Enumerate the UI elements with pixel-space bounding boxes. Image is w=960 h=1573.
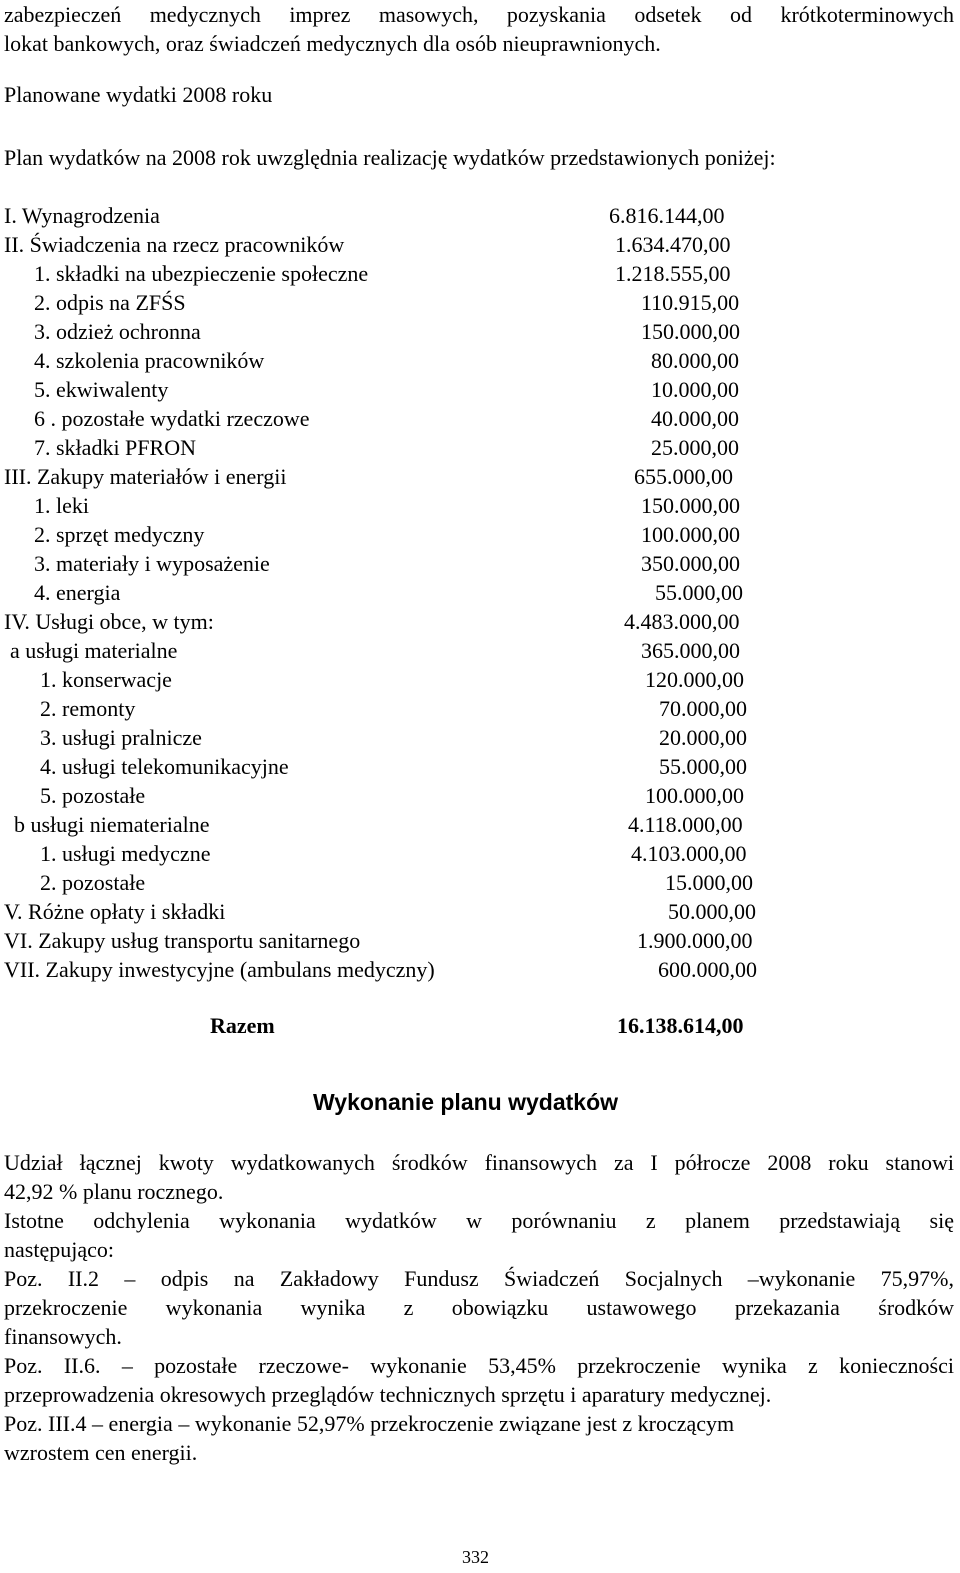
expense-item-label: a usługi materialne — [10, 638, 178, 663]
expense-item-amount: 365.000,00 — [641, 638, 740, 663]
expense-item-label: b usługi niematerialne — [14, 812, 210, 837]
expense-item-amount: 1.634.470,00 — [615, 232, 731, 257]
execution-line: Udział łącznej kwoty wydatkowanych środków finansowych za I półrocze 2008 roku stanowi — [4, 1150, 954, 1175]
expense-item-amount: 1.900.000,00 — [637, 928, 753, 953]
expense-item-label: 4. energia — [34, 580, 121, 605]
expense-item-amount: 655.000,00 — [634, 464, 733, 489]
expense-item-label: V. Różne opłaty i składki — [4, 899, 226, 924]
expense-item-label: 1. konserwacje — [40, 667, 172, 692]
plan-intro: Plan wydatków na 2008 rok uwzględnia realizację wydatków przedstawionych poniżej: — [4, 145, 776, 170]
expense-item-amount: 100.000,00 — [645, 783, 744, 808]
expense-item-amount: 350.000,00 — [641, 551, 740, 576]
expense-item-amount: 100.000,00 — [641, 522, 740, 547]
expense-item-label: 2. remonty — [40, 696, 136, 721]
intro-line-1: zabezpieczeń medycznych imprez masowych, pozyskania odsetek od krótkoterminowych — [4, 2, 954, 27]
expense-item-label: 2. odpis na ZFŚS — [34, 290, 186, 315]
execution-line: przeprowadzenia okresowych przeglądów technicznych sprzętu i aparatury medycznej. — [4, 1382, 772, 1407]
expense-item-amount: 80.000,00 — [651, 348, 739, 373]
expense-item-label: 5. ekwiwalenty — [34, 377, 169, 402]
execution-line: przekroczenie wykonania wynika z obowiązku ustawowego przekazania środków — [4, 1295, 954, 1320]
expense-item-label: IV. Usługi obce, w tym: — [4, 609, 214, 634]
expense-item-label: VI. Zakupy usług transportu sanitarnego — [4, 928, 361, 953]
expense-item-label: I. Wynagrodzenia — [4, 203, 160, 228]
expense-item-amount: 4.103.000,00 — [631, 841, 747, 866]
total-amount-cell — [617, 1011, 744, 1040]
expense-item-label: III. Zakupy materiałów i energii — [4, 464, 287, 489]
expense-item-label: II. Świadczenia na rzecz pracowników — [4, 232, 345, 257]
expense-item-amount: 10.000,00 — [651, 377, 739, 402]
expense-item-amount: 40.000,00 — [651, 406, 739, 431]
expense-item-amount: 600.000,00 — [658, 957, 757, 982]
expense-item-label: 7. składki PFRON — [34, 435, 196, 460]
expense-item-label: 2. pozostałe — [40, 870, 146, 895]
execution-line: wzrostem cen energii. — [4, 1440, 198, 1465]
expense-item-label: 1. usługi medyczne — [40, 841, 211, 866]
expense-item-label: 1. składki na ubezpieczenie społeczne — [34, 261, 369, 286]
execution-line: Poz. II.6. – pozostałe rzeczowe- wykonanie 53,45% przekroczenie wynika z konieczności — [4, 1353, 954, 1378]
total-amount: 16.138.614,00 — [617, 1013, 744, 1038]
expense-item-amount: 55.000,00 — [655, 580, 743, 605]
expense-item-label: 2. sprzęt medyczny — [34, 522, 205, 547]
expense-item-amount: 20.000,00 — [659, 725, 747, 750]
expense-item-amount: 120.000,00 — [645, 667, 744, 692]
page-number: 332 — [462, 1547, 489, 1567]
execution-line: finansowych. — [4, 1324, 122, 1349]
execution-line: następująco: — [4, 1237, 114, 1262]
execution-heading: Wykonanie planu wydatków — [313, 1089, 619, 1115]
expense-item-label: 1. leki — [34, 493, 89, 518]
expense-item-amount: 4.118.000,00 — [628, 812, 743, 837]
execution-line: 42,92 % planu rocznego. — [4, 1179, 224, 1204]
expense-item-amount: 110.915,00 — [641, 290, 740, 315]
expense-item-label: 4. usługi telekomunikacyjne — [40, 754, 289, 779]
expense-item-amount: 70.000,00 — [659, 696, 747, 721]
expense-item-label: 4. szkolenia pracowników — [34, 348, 265, 373]
expense-item-label: 3. odzież ochronna — [34, 319, 201, 344]
execution-line: Poz. II.2 – odpis na Zakładowy Fundusz Świadczeń Socjalnych –wykonanie 75,97%, — [4, 1266, 954, 1291]
expense-item-label: 6 . pozostałe wydatki rzeczowe — [34, 406, 310, 431]
intro-line-2: lokat bankowych, oraz świadczeń medycznych dla osób nieuprawnionych. — [4, 31, 661, 56]
expense-item-amount: 25.000,00 — [651, 435, 739, 460]
expense-item-amount: 150.000,00 — [641, 319, 740, 344]
expense-item-amount: 50.000,00 — [668, 899, 756, 924]
total-label: Razem — [210, 1013, 275, 1038]
total-row — [210, 1011, 275, 1040]
expense-item-amount: 1.218.555,00 — [615, 261, 731, 286]
expense-item-amount: 15.000,00 — [665, 870, 753, 895]
execution-line: Poz. III.4 – energia – wykonanie 52,97% przekroczenie związane jest z kroczącym — [4, 1411, 735, 1436]
expense-item-label: VII. Zakupy inwestycyjne (ambulans medyczny) — [4, 957, 435, 982]
execution-line: Istotne odchylenia wykonania wydatków w porównaniu z planem przedstawiają się — [4, 1208, 954, 1233]
expense-item-amount: 55.000,00 — [659, 754, 747, 779]
expense-item-amount: 150.000,00 — [641, 493, 740, 518]
expense-item-amount: 6.816.144,00 — [609, 203, 725, 228]
section-title: Planowane wydatki 2008 roku — [4, 82, 273, 107]
expense-item-label: 3. usługi pralnicze — [40, 725, 202, 750]
expense-item-amount: 4.483.000,00 — [624, 609, 740, 634]
expense-item-label: 3. materiały i wyposażenie — [34, 551, 270, 576]
expense-item-label: 5. pozostałe — [40, 783, 146, 808]
